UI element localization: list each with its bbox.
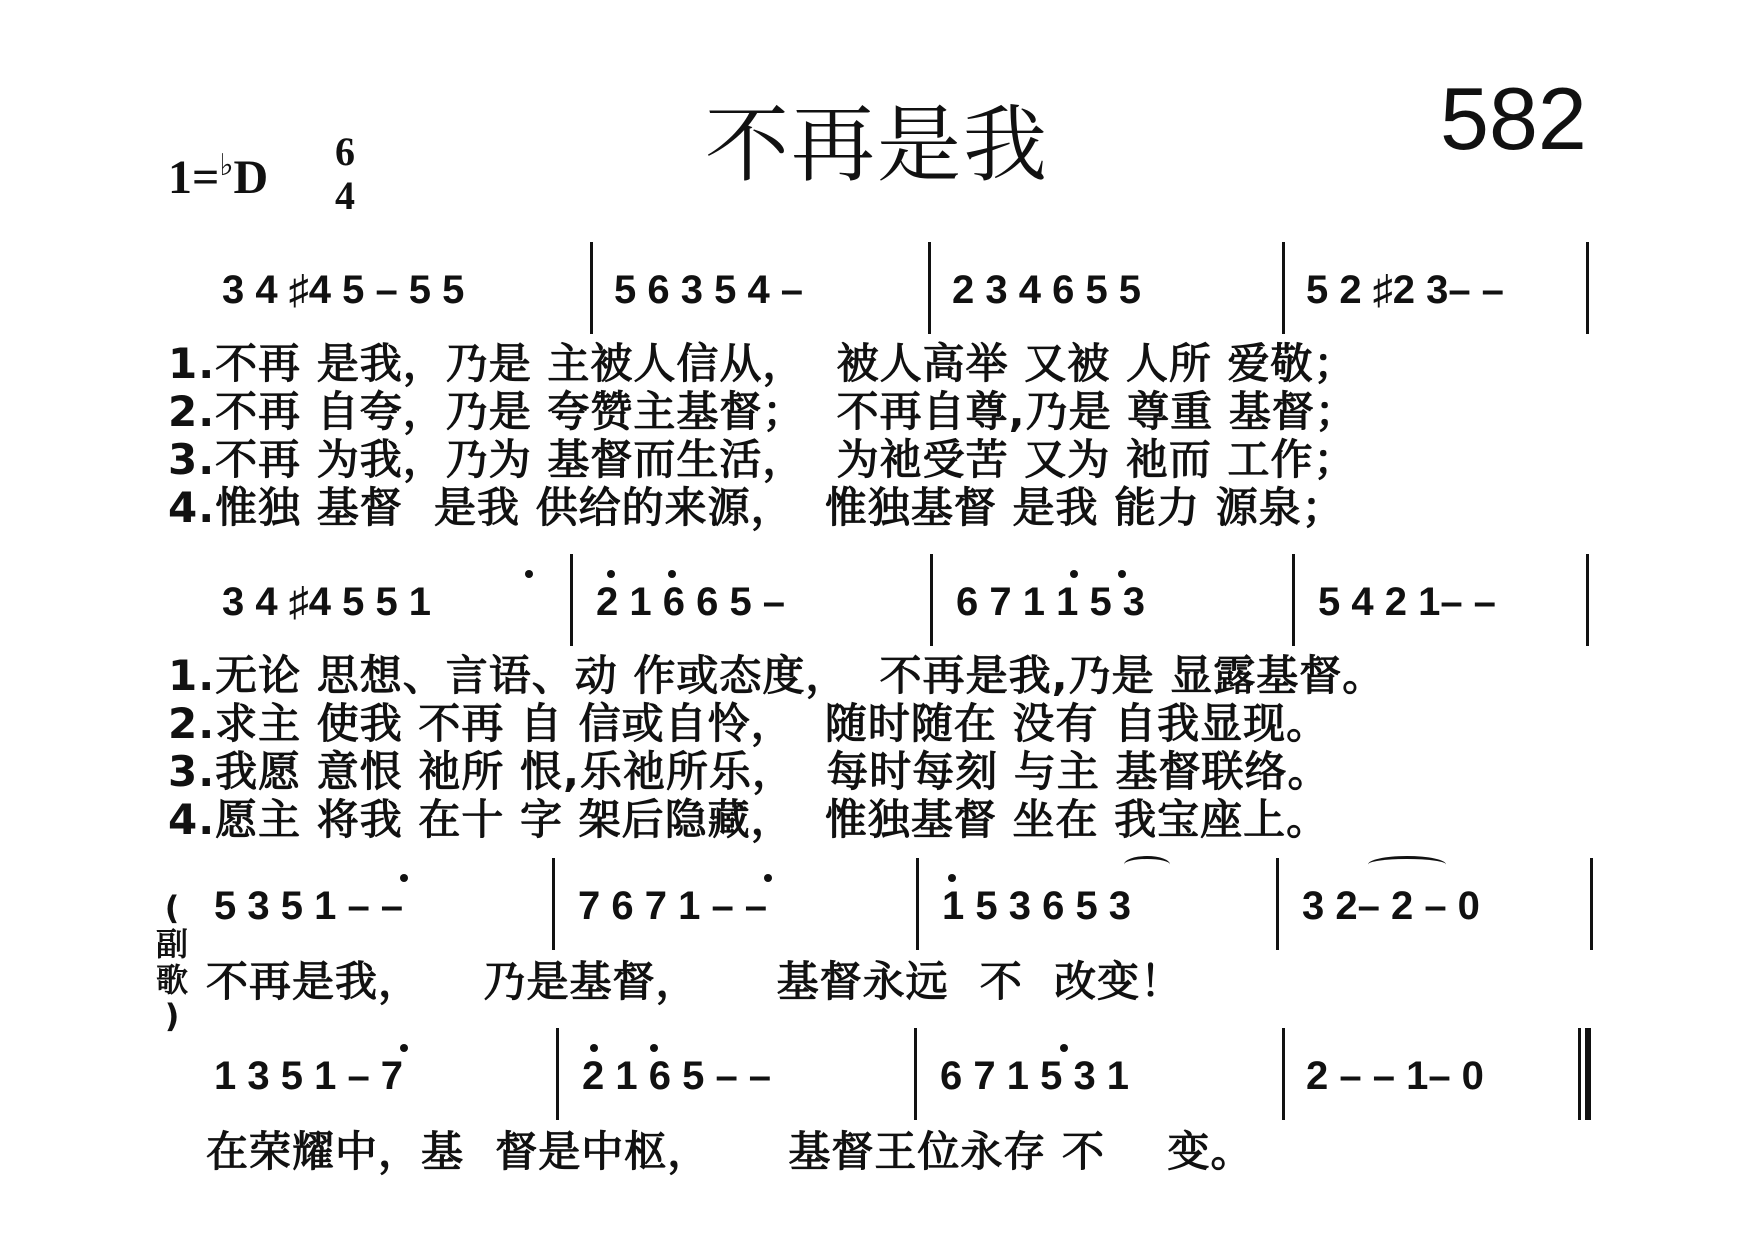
measure: 2 3 4 6 5 5 (952, 268, 1142, 312)
measure: 3 4 ♯4 5 5 1 (222, 580, 432, 624)
measure: 2 1 6 6 5 – (596, 580, 786, 624)
measure: 5 3 5 1 – – (214, 884, 404, 928)
barline (1276, 858, 1279, 950)
lyric-line-verse-1: 1.不再 是我，乃是 主被人信从， 被人高举 又被 人所 爱敬； (168, 339, 1357, 388)
key-signature (168, 148, 268, 205)
lyric-line-verse-3: 3.不再 为我，乃为 基督而生活， 为祂受苦 又为 祂而 工作； (168, 435, 1357, 484)
time-denominator: 4 (335, 173, 355, 218)
octave-dot (1070, 570, 1078, 578)
barline (1590, 858, 1593, 950)
octave-dot (1118, 570, 1126, 578)
barline (1586, 242, 1589, 334)
lyric-line-verse-3: 3.我愿 意恨 祂所 恨,乐祂所乐， 每时每刻 与主 基督联络。 (168, 747, 1331, 796)
octave-dot (668, 570, 676, 578)
measure: 6 7 1 1 5 3 (956, 580, 1146, 624)
octave-dot (948, 874, 956, 882)
chorus-lyric-line-2: 在荣耀中，基 督是中枢， 基督王位永存 不 变。 (206, 1127, 1254, 1176)
octave-dot (400, 874, 408, 882)
octave-dot (590, 1044, 598, 1052)
notation-row (0, 1036, 1754, 1116)
barline (928, 242, 931, 334)
key-note: D (233, 151, 269, 204)
key-prefix: 1= (168, 151, 220, 204)
measure: 2 1 6 5 – – (582, 1054, 772, 1098)
octave-dot (400, 1044, 408, 1052)
notation-row (0, 250, 1754, 330)
measure: 3 2– 2 – 0 (1302, 884, 1480, 928)
time-numerator: 6 (335, 129, 355, 174)
lyric-line-verse-1: 1.无论 思想、言语、动 作或态度， 不再是我,乃是 显露基督。 (168, 651, 1386, 700)
lyric-line-verse-4: 4.愿主 将我 在十 字 架后隐藏， 惟独基督 坐在 我宝座上。 (168, 795, 1330, 844)
measure: 5 2 ♯2 3– – (1306, 268, 1504, 312)
barline (1282, 242, 1285, 334)
lyric-line-verse-4: 4.惟独 基督 是我 供给的来源， 惟独基督 是我 能力 源泉； (168, 483, 1345, 532)
measure: 5 6 3 5 4 – (614, 268, 804, 312)
barline (1292, 554, 1295, 646)
notation-row (0, 562, 1754, 642)
lyric-line-verse-2: 2.不再 自夸，乃是 夸赞主基督； 不再自尊,乃是 尊重 基督； (168, 387, 1358, 436)
time-signature (325, 130, 365, 218)
measure: 2 – – 1– 0 (1306, 1054, 1484, 1098)
barline (916, 858, 919, 950)
octave-dot (1060, 1044, 1068, 1052)
barline (556, 1028, 559, 1120)
octave-dot (764, 874, 772, 882)
slur (1368, 856, 1446, 873)
octave-dot (607, 570, 615, 578)
barline (552, 858, 555, 950)
chorus-tag: ( 副 歌 ) (155, 889, 188, 1035)
chorus-lyric-line-1: 不再是我， 乃是基督， 基督永远 不 改变！ (206, 957, 1184, 1006)
barline (570, 554, 573, 646)
lyric-line-verse-2: 2.求主 使我 不再 自 信或自怜， 随时随在 没有 自我显现。 (168, 699, 1330, 748)
measure: 1 3 5 1 – 7 (214, 1054, 404, 1098)
octave-dot (650, 1044, 658, 1052)
slur (1124, 856, 1170, 873)
measure: 6 7 1 5 3 1 (940, 1054, 1130, 1098)
measure: 3 4 ♯4 5 – 5 5 (222, 268, 465, 312)
barline (1282, 1028, 1285, 1120)
barline (1586, 554, 1589, 646)
barline (930, 554, 933, 646)
flat-sign: ♭ (219, 149, 234, 182)
barline (914, 1028, 917, 1120)
measure: 1 5 3 6 5 3 (942, 884, 1132, 928)
notation-row (0, 866, 1754, 946)
measure: 5 4 2 1– – (1318, 580, 1496, 624)
barline (590, 242, 593, 334)
final-barline (1578, 1028, 1590, 1120)
octave-dot (525, 570, 533, 578)
measure: 7 6 7 1 – – (578, 884, 768, 928)
hymn-title: 不再是我 (704, 96, 1049, 194)
hymn-number: 582 (1440, 69, 1587, 168)
